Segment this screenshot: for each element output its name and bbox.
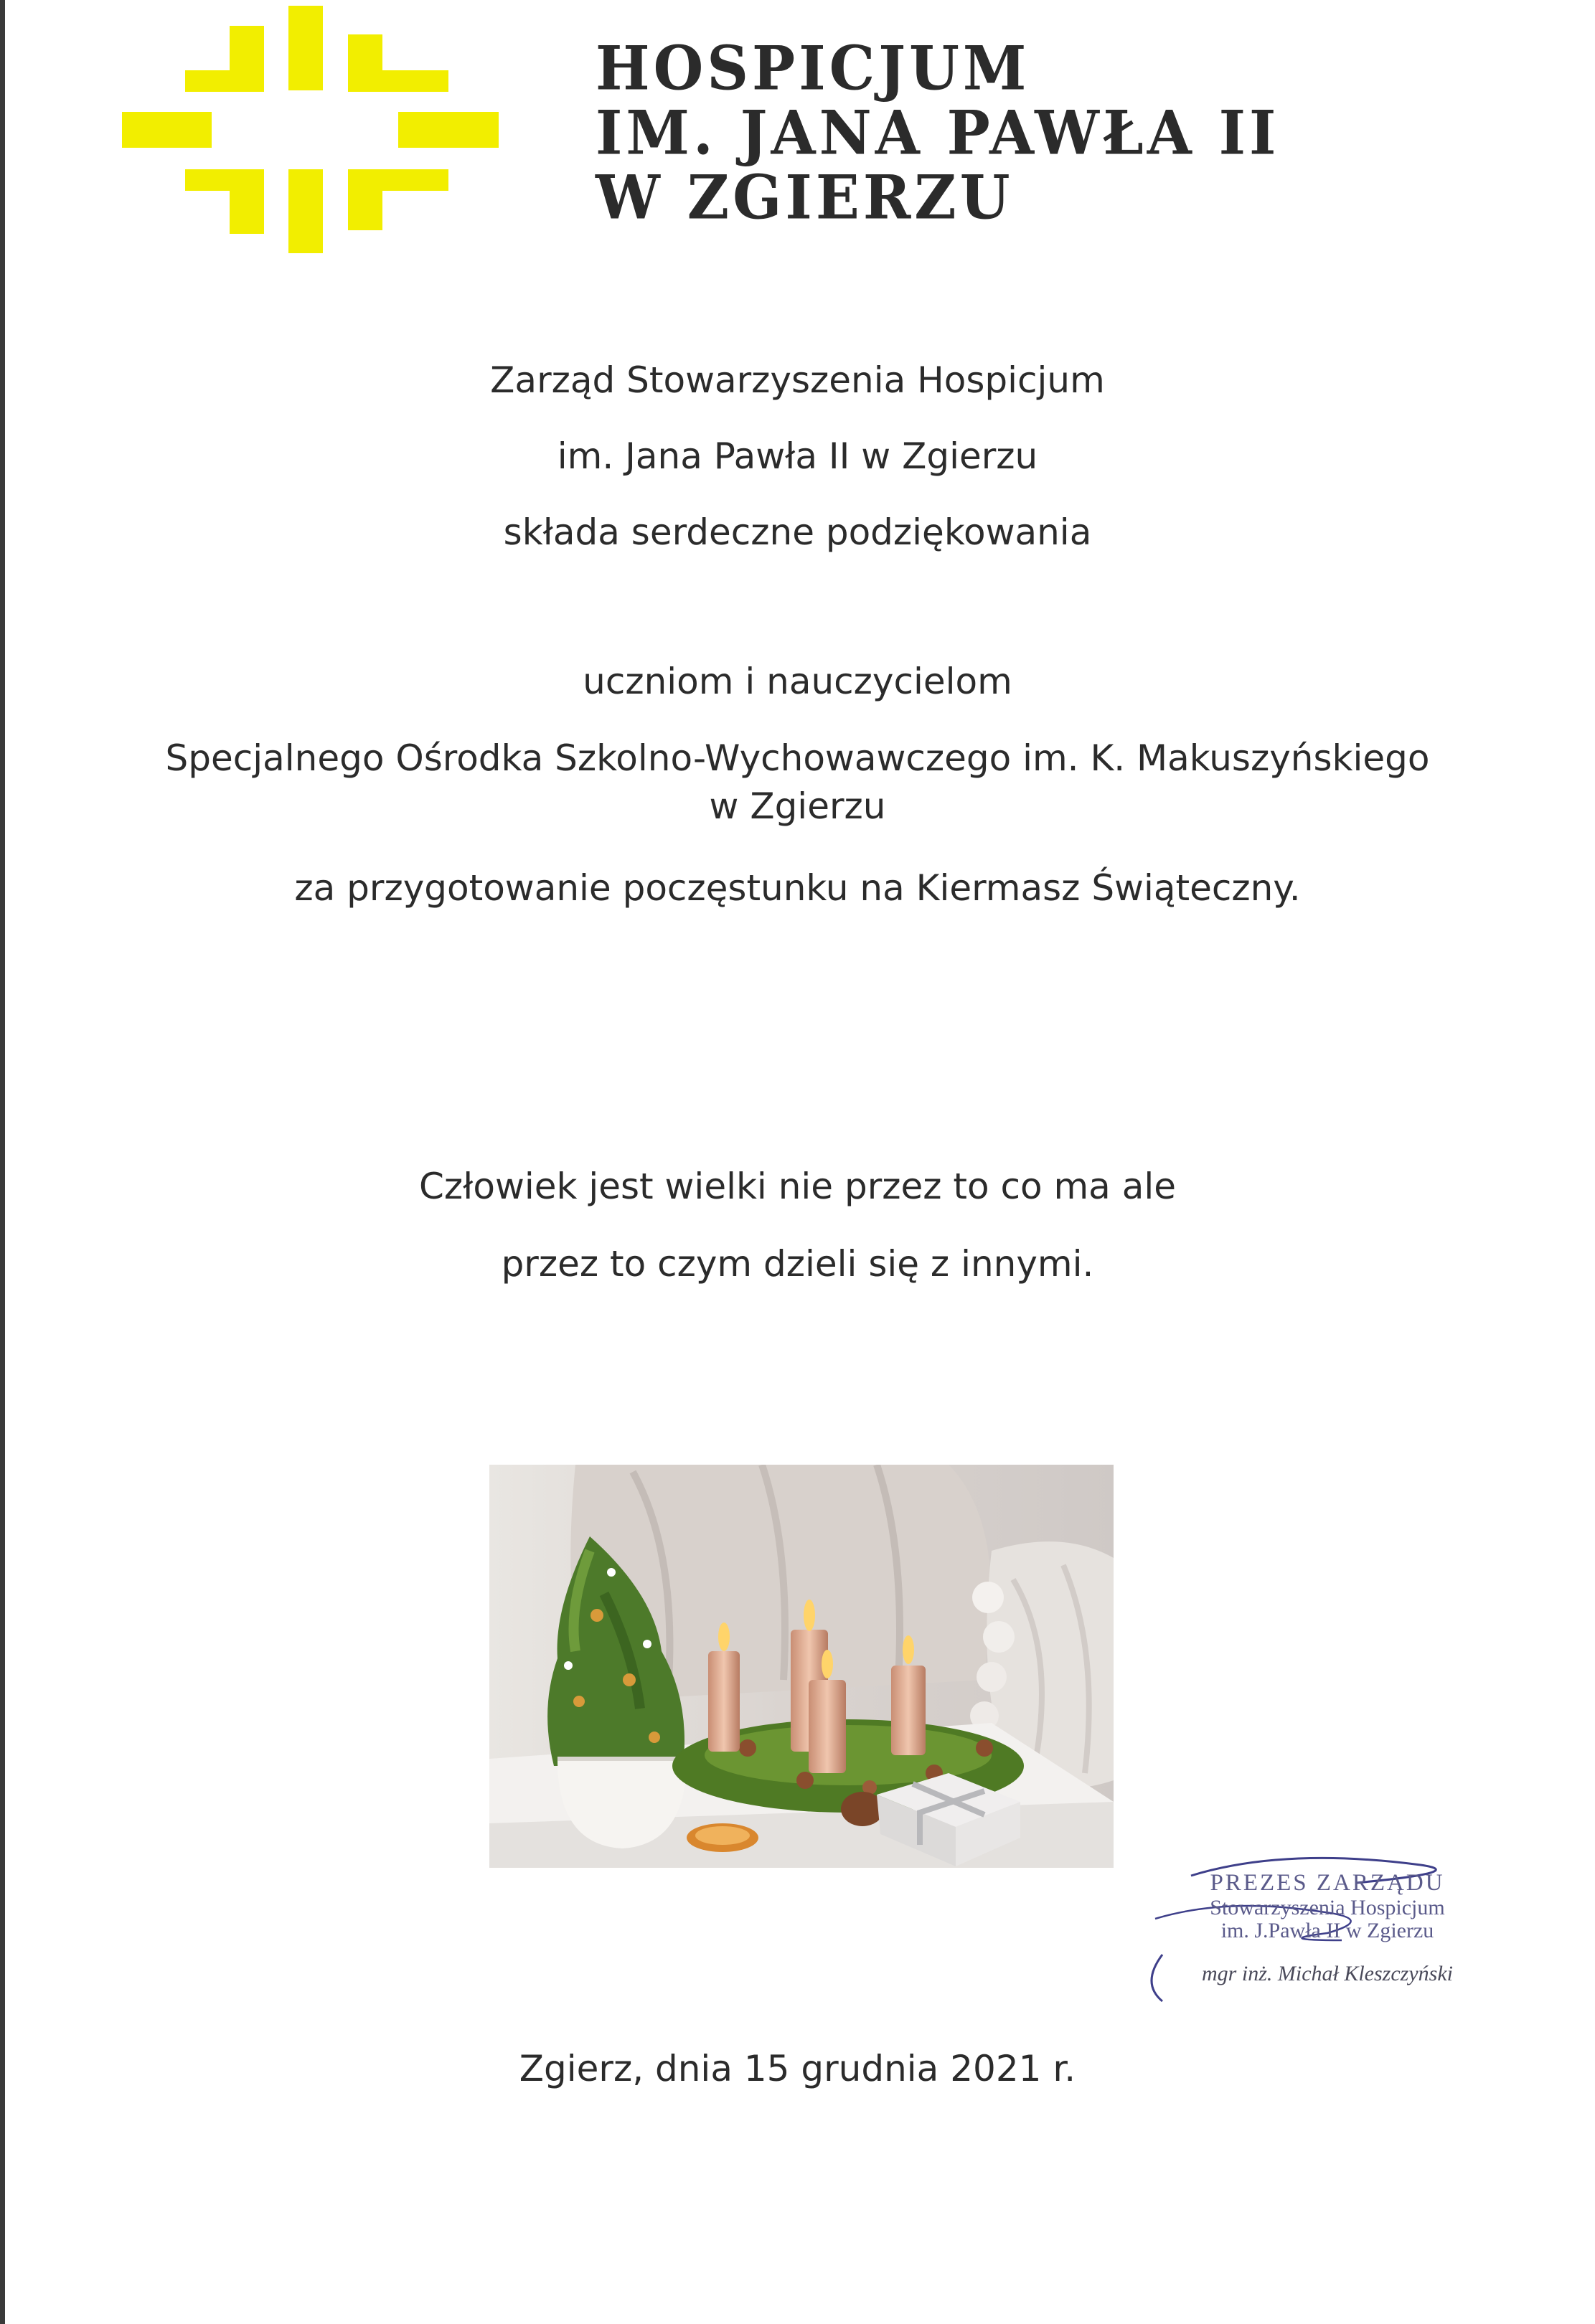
school-city-line: w Zgierzu	[709, 785, 886, 827]
patron-line: im. Jana Pawła II w Zgierzu	[557, 435, 1038, 477]
hospice-cross-logo-icon	[122, 6, 499, 253]
school-name-line: Specjalnego Ośrodka Szkolno-Wychowawczego im. K. Makuszyńskiego	[165, 737, 1430, 779]
recipients-line: uczniom i nauczycielom	[583, 661, 1012, 702]
board-line: Zarząd Stowarzyszenia Hospicjum	[490, 359, 1105, 401]
organization-name	[596, 32, 1280, 233]
quote-line-2: przez to czym dzieli się z innymi.	[501, 1243, 1094, 1285]
organization-name-line-2: IM. JANA PAWŁA II	[596, 97, 1280, 169]
stamp-person-name: mgr inż. Michał Kleszczyński	[1202, 1962, 1453, 1985]
christmas-wreath-photo	[489, 1465, 1114, 1868]
date-line: Zgierz, dnia 15 grudnia 2021 r.	[519, 2048, 1076, 2089]
organization-name-line-1: HOSPICJUM	[596, 32, 1030, 104]
signature-stamp	[1141, 1833, 1514, 2012]
stamp-title: PREZES ZARZĄDU	[1210, 1870, 1445, 1896]
quote-line-1: Człowiek jest wielki nie przez to co ma ale	[418, 1166, 1176, 1207]
thanks-line: składa serdeczne podziękowania	[503, 511, 1092, 553]
reason-line: za przygotowanie poczęstunku na Kiermasz Świąteczny.	[294, 867, 1301, 909]
scan-left-edge	[0, 0, 5, 2324]
stamp-organization-patron: im. J.Pawła II w Zgierzu	[1220, 1919, 1434, 1942]
stamp-organization: Stowarzyszenia Hospicjum	[1210, 1896, 1445, 1919]
organization-name-line-3: W ZGIERZU	[596, 161, 1014, 233]
